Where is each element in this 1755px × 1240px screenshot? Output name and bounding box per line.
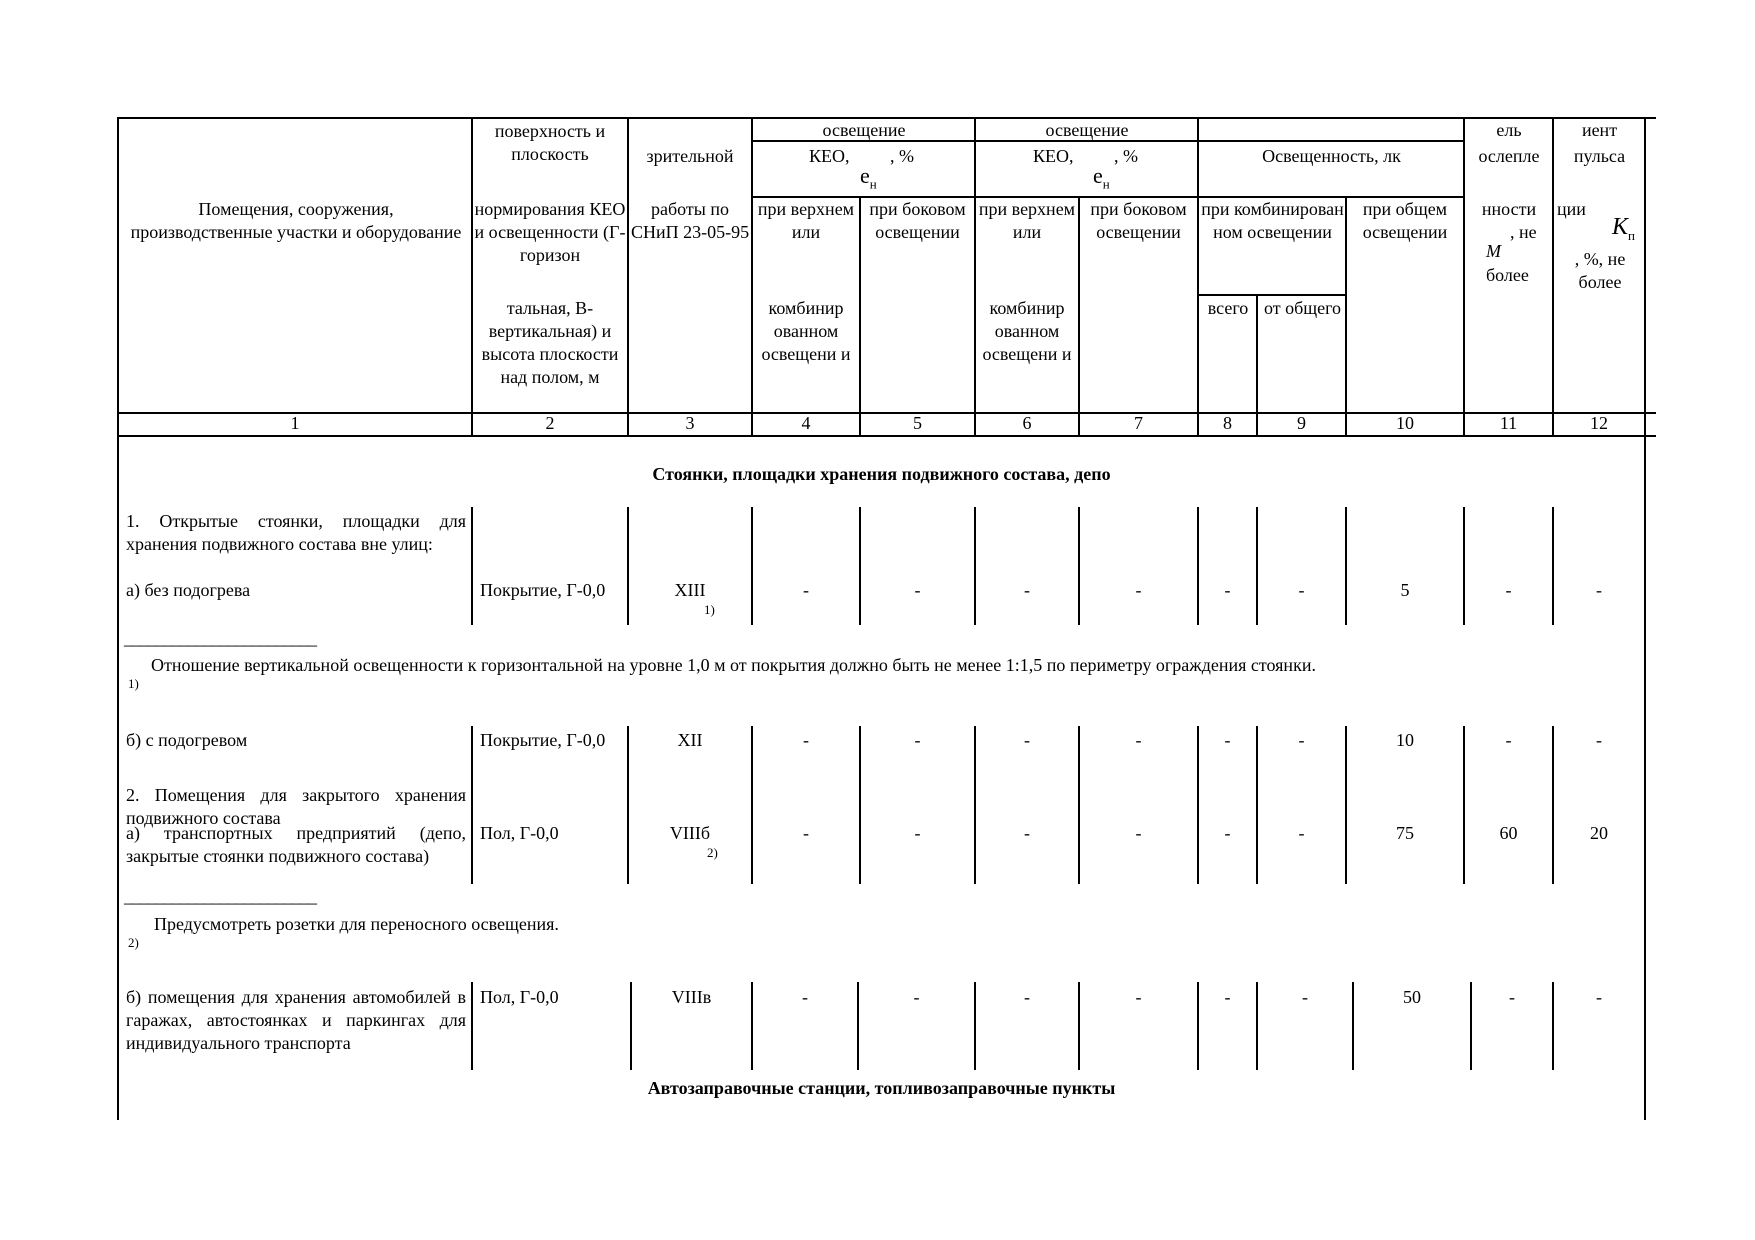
v-line-10	[1463, 117, 1465, 435]
header-col12-a: иент	[1581, 120, 1618, 140]
row2-surface: Покрытие, Г-0,0	[480, 730, 606, 750]
header-comb-top: освещение	[1045, 120, 1129, 140]
footnote-separator: ________________________	[124, 628, 316, 648]
row3-value: -	[1302, 987, 1308, 1007]
row1-grade: XIII	[674, 580, 706, 600]
col-number: 5	[913, 413, 922, 433]
numbers-bottom	[117, 435, 1656, 437]
header-nat-e: $е_н$	[860, 163, 877, 192]
header-col11-m: М	[1486, 241, 1501, 261]
row1-name-a: 1. Открытые стоянки, площадки для хранения подвижного состава вне улиц:	[126, 511, 466, 554]
row2-value: -	[1596, 730, 1602, 750]
header-col12-b: пульса	[1573, 146, 1626, 166]
row1-value: -	[1224, 580, 1231, 600]
row3-surface: Пол, Г-0,0	[480, 987, 559, 1007]
row2-value: 10	[1396, 730, 1414, 750]
r1-v-5	[974, 507, 976, 625]
r3-v-1	[471, 982, 473, 1070]
header-illum-from-general: от общего	[1263, 298, 1342, 318]
header-comb-keo: КЕО,	[1033, 146, 1074, 166]
row2-value-2: -	[1024, 823, 1030, 843]
col-number: 1	[290, 413, 300, 433]
row1-value: -	[1505, 580, 1512, 600]
col-number: 4	[801, 413, 811, 433]
header-side2: при боковом освещении	[1090, 199, 1187, 242]
v-line-2	[627, 117, 629, 435]
header-illum-general: при общем освещении	[1362, 199, 1448, 242]
row2-value: -	[1298, 730, 1305, 750]
row2-value: -	[803, 730, 809, 750]
row2-value-2: 75	[1396, 823, 1414, 843]
header-side: при боковом освещении	[869, 199, 966, 242]
header-col3-b: работы по СНиП 23-05-95	[630, 199, 750, 242]
col-number: 10	[1396, 413, 1414, 433]
v-line-11	[1552, 117, 1554, 435]
row1-name-b: а) без подогрева	[126, 580, 251, 600]
header-upper-combined-b: комбинир ованном освещени и	[761, 298, 851, 364]
row3-name: б) помещения для хранения автомобилей в гаражах, автостоянках и паркингах для индивидуального транспорта	[126, 987, 466, 1053]
row2-value-2: -	[914, 823, 921, 843]
header-illum: Освещенность, лк	[1262, 146, 1401, 166]
row3-value: -	[1224, 987, 1231, 1007]
header-col12-k: $К_п$	[1612, 214, 1635, 243]
row2-grade: XII	[677, 730, 703, 750]
row2-value: -	[1224, 730, 1231, 750]
col-number: 8	[1223, 413, 1232, 433]
header-illum-comb: при комбинирован ном освещении	[1201, 199, 1344, 242]
row1-value: -	[914, 580, 921, 600]
row2-grade-2-note: 2)	[707, 845, 718, 860]
r1-v-9	[1345, 507, 1347, 625]
v-line-6	[1078, 196, 1080, 435]
header-col11-d: , не	[1510, 222, 1537, 242]
header-col2-c: тальная, В-вертикальная) и высота плоскости над полом, м	[481, 298, 619, 387]
row3-value: 50	[1403, 987, 1421, 1007]
row1-value: -	[1024, 580, 1030, 600]
row3-value: -	[1135, 987, 1142, 1007]
header-upper-combined2-b: комбинир ованном освещени и	[982, 298, 1072, 364]
col-number: 9	[1297, 413, 1306, 433]
header-col11-c: нности	[1481, 199, 1537, 219]
v-line-7	[1197, 117, 1199, 435]
row1-value: -	[1596, 580, 1602, 600]
header-col2-a: поверхность и плоскость	[494, 121, 606, 164]
header-nat-top: освещение	[822, 120, 906, 140]
header-comb-e: $е_н$	[1093, 163, 1110, 192]
section-title: Стоянки, площадки хранения подвижного состава, депо	[652, 464, 1111, 484]
header-nat-keo: КЕО,	[809, 146, 850, 166]
header-nat-pct: , %	[890, 146, 914, 166]
header-col12-c: ции	[1557, 199, 1586, 219]
row2-value-2: -	[1224, 823, 1231, 843]
header-col11-e: более	[1486, 265, 1529, 285]
row3-grade: VIIIв	[671, 987, 712, 1007]
h-line-comb-sub	[1198, 294, 1346, 296]
header-upper-combined2-a: при верхнем или	[978, 199, 1076, 242]
row3-value: -	[1024, 987, 1030, 1007]
v-line-5	[974, 117, 976, 435]
header-col2-b: нормирования КЕО и освещенности (Г-горизон	[474, 199, 626, 265]
row2-value-2: 60	[1499, 823, 1518, 843]
col-number: 12	[1590, 413, 1608, 433]
header-col3-a: зрительной	[646, 146, 734, 166]
row2-value-2: -	[1135, 823, 1142, 843]
footnote-1-text: Отношение вертикальной освещенности к горизонтальной на уровне 1,0 м от покрытия должно быть не менее 1:1,5 по периметру ограждения стоянки.	[151, 655, 1316, 675]
r1-v-7	[1197, 507, 1199, 625]
section-title: Автозаправочные станции, топливозаправочные пункты	[647, 1078, 1116, 1098]
row2-grade-2: VIIIб	[669, 823, 711, 843]
header-comb-pct: , %	[1114, 146, 1138, 166]
col-number: 3	[685, 413, 695, 433]
row2-value-2: -	[803, 823, 809, 843]
v-line-3	[751, 117, 753, 435]
row1-grade-note: 1)	[704, 602, 715, 617]
header-col11-b: ослепле	[1478, 146, 1540, 166]
row2-value-2: 20	[1590, 823, 1608, 843]
r1-v-2	[627, 507, 629, 625]
footnote-2-mark: 2)	[128, 935, 139, 950]
row1-surface: Покрытие, Г-0,0	[480, 580, 606, 600]
r1-v-3	[751, 507, 753, 625]
row2-value: -	[1135, 730, 1142, 750]
row2-surface-2: Пол, Г-0,0	[480, 823, 559, 843]
header-col1: Помещения, сооружения, производственные участки и оборудование	[130, 199, 462, 242]
v-line-9	[1345, 196, 1347, 435]
col-number: 2	[545, 413, 555, 433]
row2-value: -	[1024, 730, 1030, 750]
footnote-separator: ________________________	[124, 886, 316, 906]
col-number: 7	[1134, 413, 1143, 433]
header-col12-d: , %, не более	[1574, 249, 1626, 292]
header-col11-a: ель	[1496, 120, 1522, 140]
row2-value-2: -	[1298, 823, 1305, 843]
row1-value: -	[1135, 580, 1142, 600]
row1-value: 5	[1400, 580, 1410, 600]
header-upper-combined-a: при верхнем или	[757, 199, 855, 242]
r1-v-6	[1078, 507, 1080, 625]
right-border	[1644, 117, 1646, 1120]
r1-v-8	[1256, 507, 1258, 625]
v-line-4	[859, 196, 861, 435]
header-illum-total: всего	[1207, 298, 1249, 318]
row3-value: -	[802, 987, 808, 1007]
col-number: 6	[1022, 413, 1032, 433]
row2-value: -	[914, 730, 921, 750]
footnote-2-text: Предусмотреть розетки для переносного освещения.	[154, 914, 559, 934]
row3-value: -	[913, 987, 920, 1007]
left-border	[117, 117, 119, 1120]
row3-value: -	[1596, 987, 1602, 1007]
row2-name-b: 2. Помещения для закрытого хранения подвижного состава	[126, 785, 466, 828]
v-line-1	[471, 117, 473, 435]
row2-name-c: а) транспортных предприятий (депо, закрытые стоянки подвижного состава)	[126, 823, 466, 866]
bottom-spacer	[117, 1118, 1656, 1120]
h-line-illum	[1198, 140, 1464, 142]
r1-v-4	[859, 507, 861, 625]
row1-value: -	[1298, 580, 1305, 600]
row3-value: -	[1509, 987, 1515, 1007]
r2-v-1	[471, 726, 473, 884]
row2-name-a: б) с подогревом	[126, 730, 248, 750]
r1-v-1	[471, 507, 473, 625]
r1-v-10	[1463, 507, 1465, 625]
col-number: 11	[1499, 413, 1518, 433]
row1-value: -	[803, 580, 809, 600]
row2-value: -	[1505, 730, 1512, 750]
footnote-1-mark: 1)	[128, 676, 139, 691]
r1-v-11	[1552, 507, 1554, 625]
